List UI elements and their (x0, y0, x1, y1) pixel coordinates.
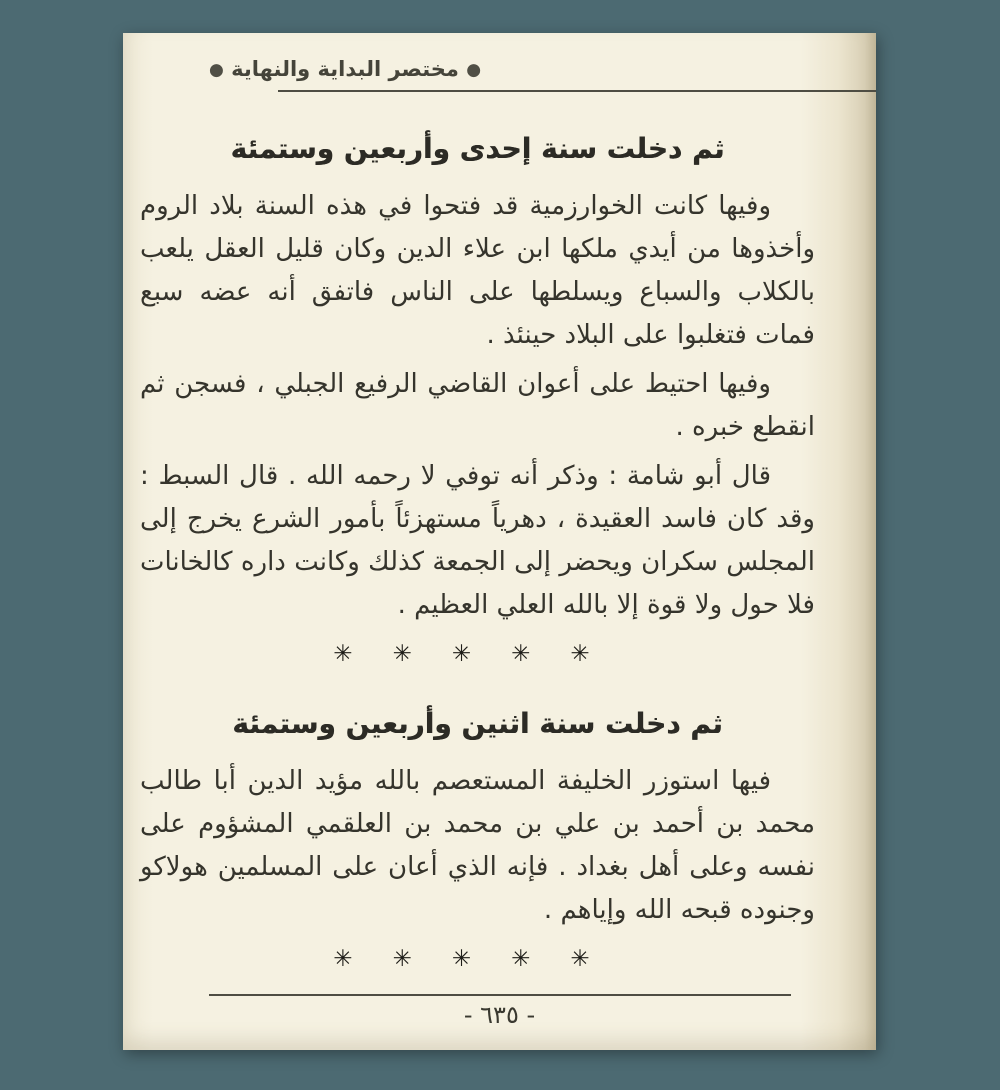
book-page (123, 33, 876, 1050)
section-separator: ✳ ✳ ✳ ✳ ✳ (333, 946, 606, 972)
paragraph: قال أبو شامة : وذكر أنه توفي لا رحمه الله . قال السبط : وقد كان فاسد العقيدة ، دهرياً مستهزئاً بأمور الشرع يخرج إلى المجلس سكران ويحضر إلى الجمعة كذلك وكانت داره كالخانات فلا حول ولا قوة إلا بالله العلي العظيم . (140, 461, 815, 620)
running-header (123, 57, 876, 81)
section-separator: ✳ ✳ ✳ ✳ ✳ (333, 641, 606, 667)
section-heading-year-641: ثم دخلت سنة إحدى وأربعين وستمئة (230, 132, 725, 165)
text-column (140, 128, 815, 972)
paragraph: فيها استوزر الخليفة المستعصم بالله مؤيد الدين أبا طالب محمد بن أحمد بن علي بن محمد بن العلقمي المشؤوم على نفسه وعلى أهل بغداد . فإنه الذي أعان على المسلمين هولاكو وجنوده قبحه الله وإياهم . (140, 766, 815, 925)
running-header-title: مختصر البداية والنهاية (231, 57, 459, 81)
page-number: - ٦٣٥ - (463, 1001, 536, 1029)
ornament-dot-icon: ● (209, 60, 224, 80)
section-heading-year-642: ثم دخلت سنة اثنين وأربعين وستمئة (232, 707, 723, 740)
footer-rule (209, 994, 791, 996)
paragraph: وفيها احتيط على أعوان القاضي الرفيع الجبلي ، فسجن ثم انقطع خبره . (140, 369, 815, 442)
ornament-dot-icon: ● (466, 60, 482, 80)
paragraph: وفيها كانت الخوارزمية قد فتحوا في هذه السنة بلاد الروم وأخذوها من أيدي ملكها ابن علاء الدين وكان قليل العقل يلعب بالكلاب والسباع ويسلطها على الناس فاتفق أنه عضه سبع فمات فتغلبوا على البلاد حينئذ . (140, 191, 815, 350)
header-rule (278, 90, 876, 92)
